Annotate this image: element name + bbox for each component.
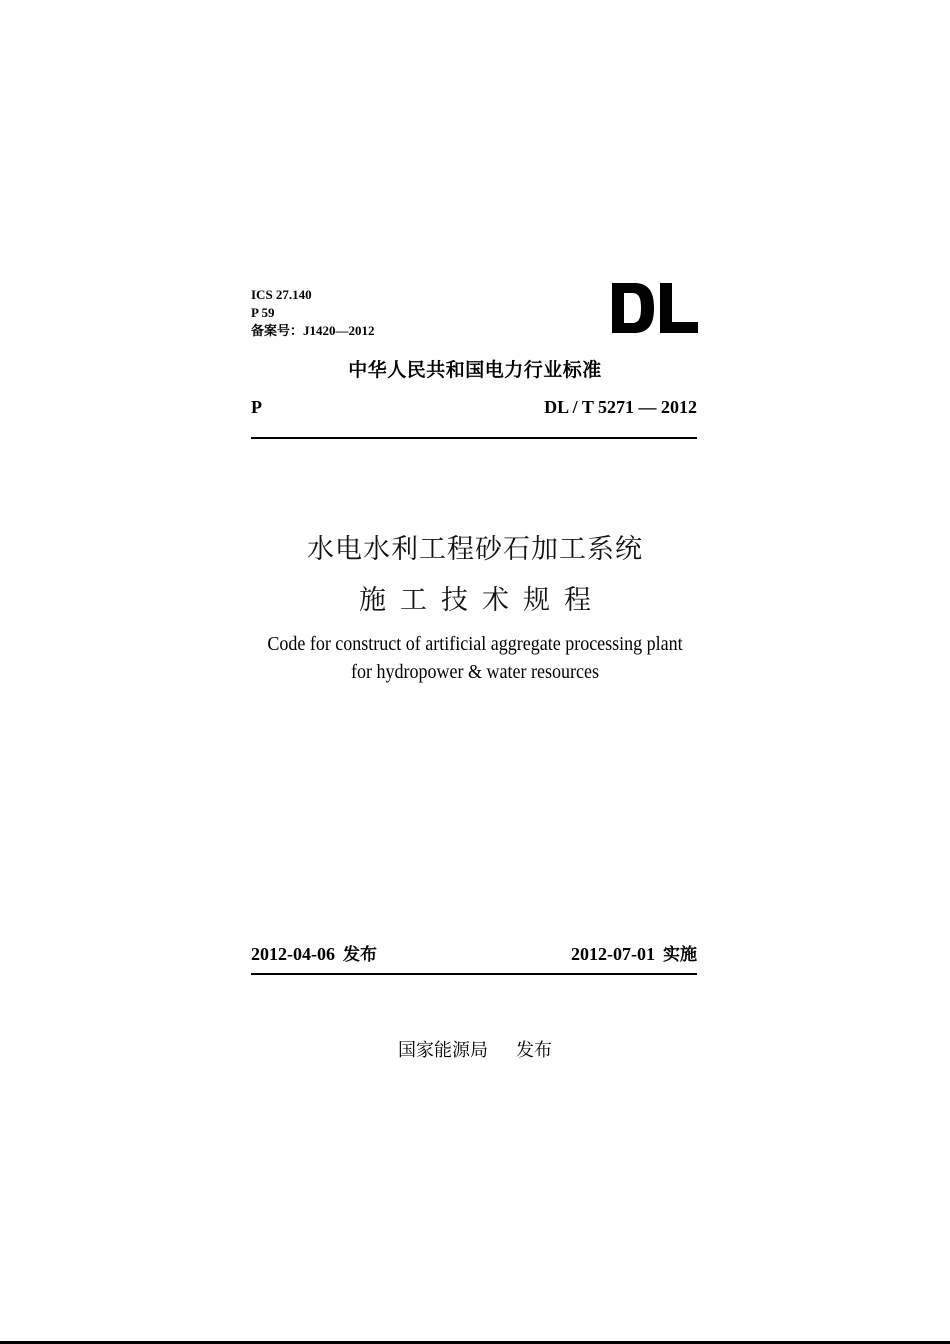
publisher-action: 发布 xyxy=(516,1040,552,1061)
implementation-date-group xyxy=(571,940,697,965)
english-title-line-2: for hydropower & water resources xyxy=(351,661,599,683)
standard-organization: 中华人民共和国电力行业标准 xyxy=(348,359,602,381)
issue-date: 2012-04-06 xyxy=(251,944,335,964)
issue-label: 发布 xyxy=(343,945,377,965)
publisher-name: 国家能源局 xyxy=(398,1040,488,1061)
top-divider xyxy=(251,437,697,439)
chinese-subtitle: 施工技术规程 xyxy=(359,585,605,616)
chinese-title: 水电水利工程砂石加工系统 xyxy=(307,534,643,565)
bottom-divider xyxy=(251,973,697,975)
publisher-line xyxy=(0,1036,950,1062)
category-letter: P xyxy=(251,397,262,417)
p-code: P 59 xyxy=(251,305,275,320)
classification-info xyxy=(251,286,375,340)
issue-date-group xyxy=(251,940,377,965)
dl-logo xyxy=(612,283,698,333)
english-title xyxy=(48,630,903,686)
record-number: 备案号：J1420—2012 xyxy=(251,323,375,338)
implementation-date: 2012-07-01 xyxy=(571,944,655,964)
standard-code: DL / T 5271 — 2012 xyxy=(544,397,697,417)
ics-code: ICS 27.140 xyxy=(251,287,312,302)
english-title-line-1: Code for construct of artificial aggregate processing plant xyxy=(267,633,683,655)
implementation-label: 实施 xyxy=(663,945,697,965)
